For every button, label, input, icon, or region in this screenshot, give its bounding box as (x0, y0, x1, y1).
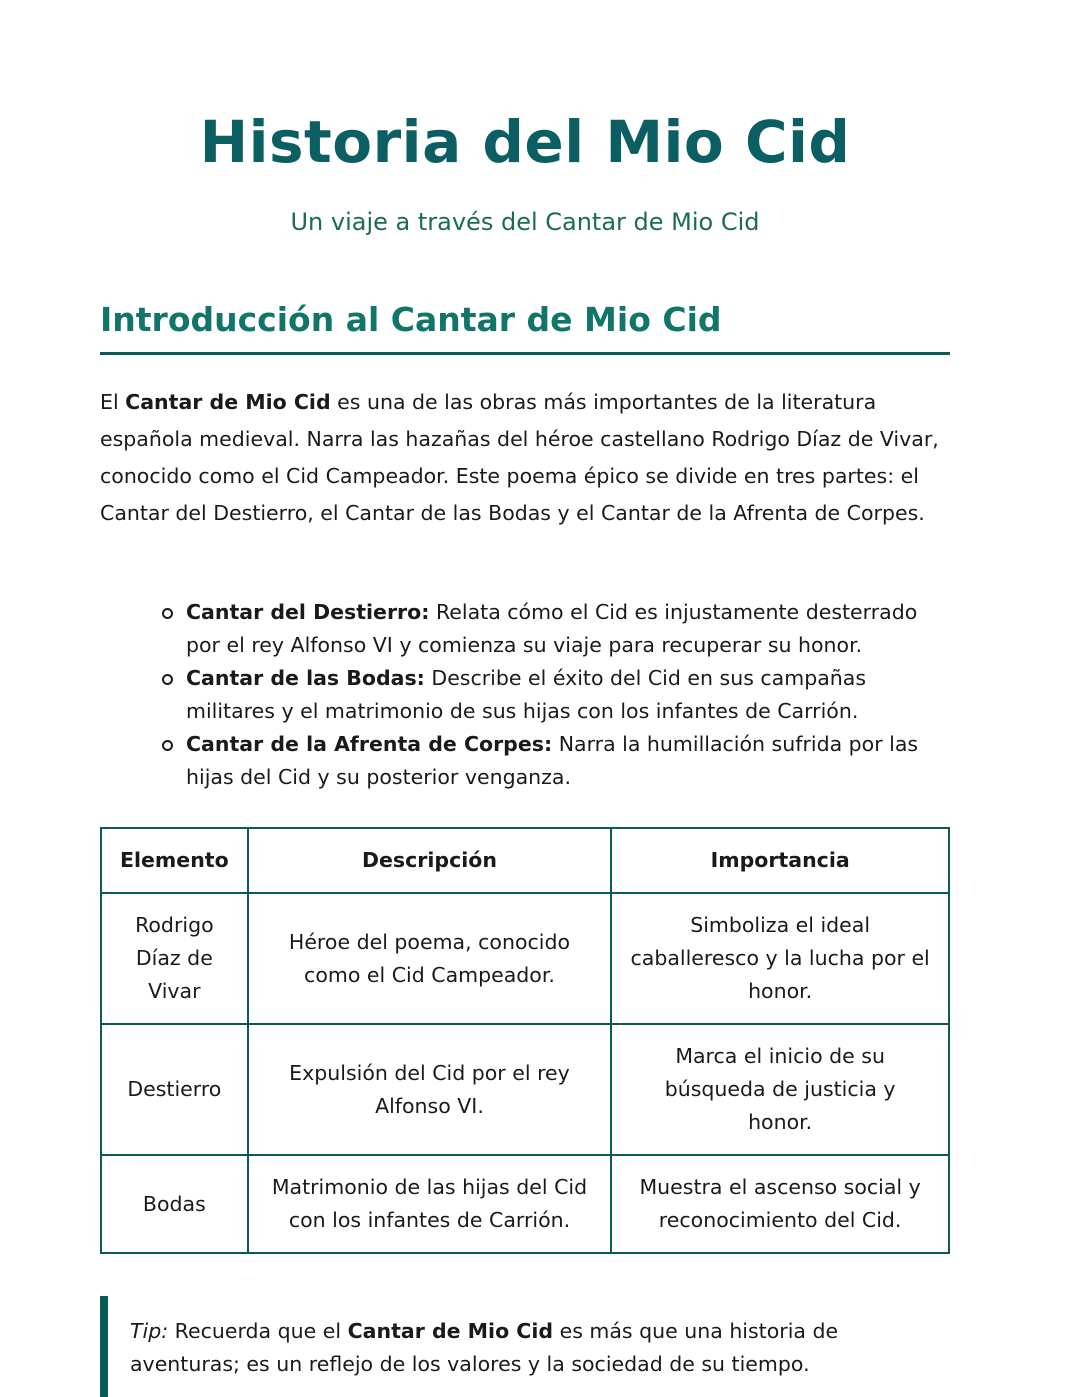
table-cell: Destierro (101, 1024, 248, 1155)
table-header-cell: Elemento (101, 828, 248, 893)
table-cell: Matrimonio de las hijas del Cid con los infantes de Carrión. (248, 1155, 612, 1253)
list-item-title: Cantar de la Afrenta de Corpes: (186, 732, 553, 756)
circle-bullet-icon (162, 740, 173, 751)
tip-text-bold: Cantar de Mio Cid (347, 1319, 554, 1343)
list-item-text: Describe el éxito del Cid en sus campañas militares y el matrimonio de sus hijas con los infantes de Carrión. (186, 666, 867, 723)
table-row (101, 893, 949, 1024)
list-item (100, 662, 950, 728)
section-heading: Introducción al Cantar de Mio Cid (100, 300, 950, 355)
list-item (100, 596, 950, 662)
table-header-cell: Descripción (248, 828, 612, 893)
intro-text-bold: Cantar de Mio Cid (125, 390, 331, 414)
page-title: Historia del Mio Cid (199, 108, 851, 176)
tip-callout (100, 1296, 920, 1397)
page-subtitle: Un viaje a través del Cantar de Mio Cid (290, 208, 760, 236)
tip-label: Tip: (130, 1319, 169, 1343)
tip-text-post: es más que una historia de aventuras; es un reflejo de los valores y la sociedad de su tiempo. (130, 1319, 839, 1376)
list-item (100, 728, 950, 794)
elements-table (100, 827, 950, 1254)
table-cell: Bodas (101, 1155, 248, 1253)
list-item-text: Relata cómo el Cid es injustamente desterrado por el rey Alfonso VI y comienza su viaje para recuperar su honor. (186, 600, 918, 657)
intro-paragraph (100, 384, 950, 532)
tip-text-pre: Recuerda que el (168, 1319, 348, 1343)
table-header-row (101, 828, 949, 893)
table-cell: Muestra el ascenso social y reconocimiento del Cid. (611, 1155, 949, 1253)
circle-bullet-icon (162, 608, 173, 619)
list-item-title: Cantar del Destierro: (186, 600, 430, 624)
parts-list (100, 596, 950, 794)
intro-text-pre: El (100, 390, 126, 414)
table-cell: Marca el inicio de su búsqueda de justicia y honor. (611, 1024, 949, 1155)
table-row (101, 1024, 949, 1155)
table-cell: Simboliza el ideal caballeresco y la lucha por el honor. (611, 893, 949, 1024)
table-header-cell: Importancia (611, 828, 949, 893)
list-item-text: Narra la humillación sufrida por las hijas del Cid y su posterior venganza. (186, 732, 919, 789)
table-cell: Expulsión del Cid por el rey Alfonso VI. (248, 1024, 612, 1155)
table-cell: Rodrigo Díaz de Vivar (101, 893, 248, 1024)
circle-bullet-icon (162, 674, 173, 685)
intro-text-post: es una de las obras más importantes de la literatura española medieval. Narra las hazañas del héroe castellano Rodrigo Díaz de Vivar, conocido como el Cid Campeador. Este poema épico se divide en tres partes: el Cantar del Destierro, el Cantar de las Bodas y el Cantar de la Afrenta de Corpes. (100, 390, 939, 525)
list-item-title: Cantar de las Bodas: (186, 666, 425, 690)
table-cell: Héroe del poema, conocido como el Cid Campeador. (248, 893, 612, 1024)
table-row (101, 1155, 949, 1253)
